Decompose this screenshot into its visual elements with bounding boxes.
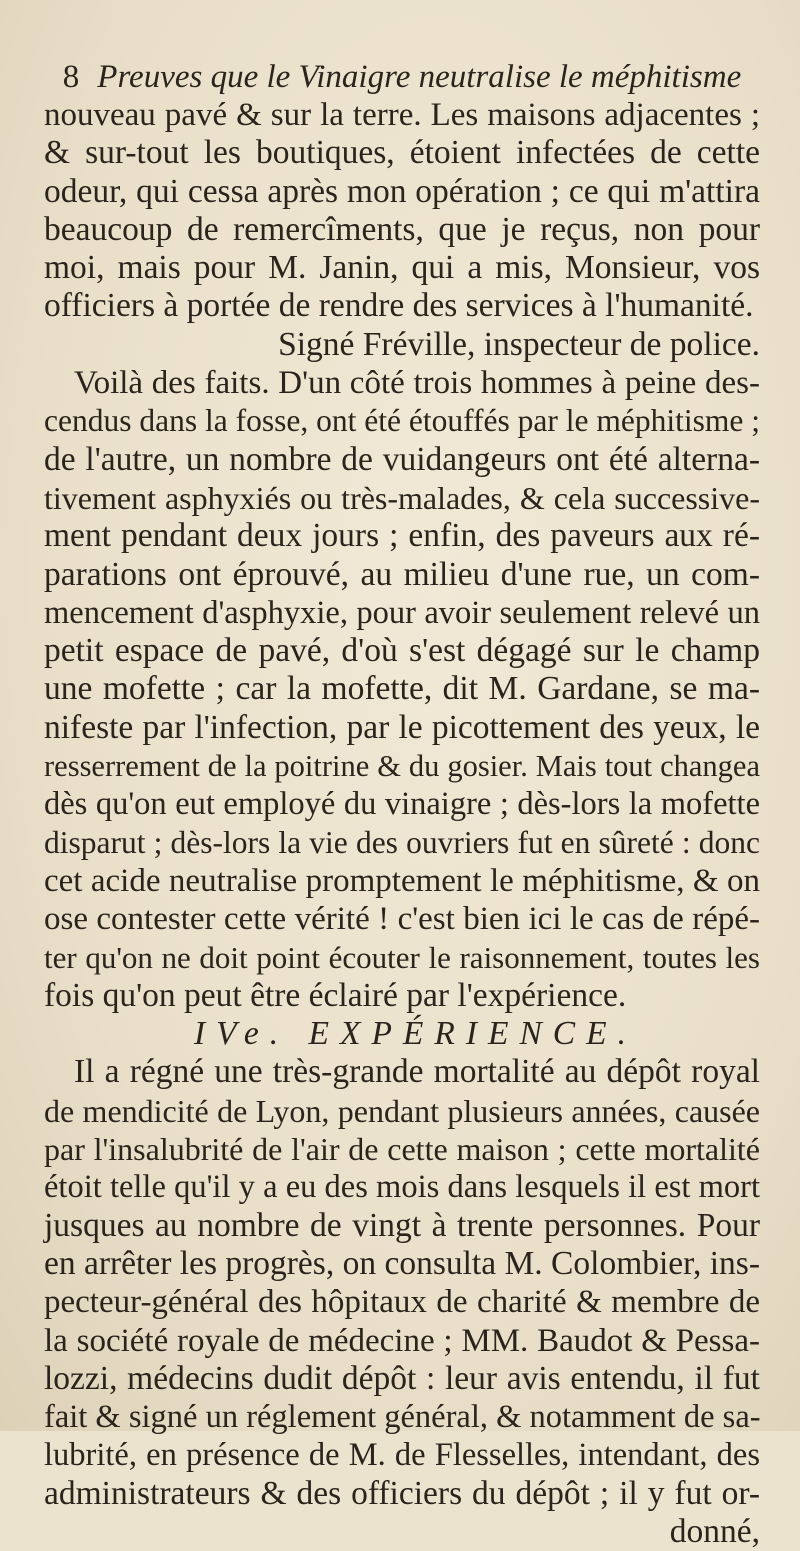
paragraph-2 bbox=[44, 364, 760, 1015]
text-line: lubrité, en présence de M. de Flesselles, intendant, des bbox=[44, 1437, 760, 1474]
text-line: fois qu'on peut être éclairé par l'expérience. bbox=[44, 976, 627, 1014]
text-line: dès qu'on eut employé du vinaigre ; dès-lors la mofette bbox=[44, 786, 760, 823]
signature-line: Signé Fréville, inspecteur de police. bbox=[278, 325, 760, 363]
paragraph-3 bbox=[44, 1053, 760, 1513]
paragraph-1 bbox=[44, 96, 760, 364]
page-number: 8 bbox=[62, 59, 80, 95]
text-line: de mendicité de Lyon, pendant plusieurs années, causée bbox=[44, 1092, 760, 1129]
text-line: petit espace de pavé, d'où s'est dégagé sur le champ bbox=[44, 632, 760, 670]
text-line: lozzi, médecins dudit dépôt : leur avis entendu, il fut bbox=[44, 1359, 760, 1397]
running-head bbox=[44, 58, 760, 96]
text-line: & sur-tout les boutiques, étoient infectées de cette bbox=[44, 134, 760, 172]
text-line: disparut ; dès-lors la vie des ouvriers fut en sûreté : donc bbox=[44, 824, 760, 860]
text-line: une mofette ; car la mofette, dit M. Gardane, se ma- bbox=[44, 670, 760, 708]
text-line: par l'insalubrité de l'air de cette maison ; cette mortalité bbox=[44, 1131, 760, 1168]
text-line: cendus dans la fosse, ont été étouffés par le méphitisme ; bbox=[44, 403, 760, 439]
text-line: moi, mais pour M. Janin, qui a mis, Monsieur, vos bbox=[44, 249, 760, 287]
text-line: nifeste par l'infection, par le picottement des yeux, le bbox=[44, 708, 760, 746]
text-line: resserrement de la poitrine & du gosier. Mais tout changea bbox=[44, 749, 760, 784]
text-line: tivement asphyxiés ou très-malades, & cela successive- bbox=[44, 479, 760, 516]
text-line: administrateurs & des officiers du dépôt ; il y fut or- bbox=[44, 1474, 760, 1512]
text-line: parations ont éprouvé, au milieu d'une rue, un com- bbox=[44, 555, 760, 593]
text-line: mencement d'asphyxie, pour avoir seulement relevé un bbox=[44, 594, 760, 631]
text-line: la société royale de médecine ; MM. Baudot & Pessa- bbox=[44, 1322, 760, 1359]
running-title: Preuves que le Vinaigre neutralise le méphitisme bbox=[97, 59, 742, 95]
text-line: cet acide neutralise promptement le méphitisme, & on bbox=[44, 862, 760, 899]
text-line: jusques au nombre de vingt à trente personnes. Pour bbox=[44, 1206, 760, 1244]
catchword: donné, bbox=[669, 1512, 760, 1550]
text-line: étoit telle qu'il y a eu des mois dans lesquels il est mort bbox=[44, 1169, 760, 1206]
text-line: odeur, qui cessa après mon opération ; ce qui m'attira bbox=[44, 172, 760, 210]
text-line: officiers à portée de rendre des services à l'humanité. bbox=[44, 287, 754, 325]
text-line: fait & signé un réglement général, & notamment de sa- bbox=[44, 1399, 761, 1436]
text-line: en arrêter les progrès, on consulta M. Colombier, ins- bbox=[44, 1244, 760, 1282]
text-line: nouveau pavé & sur la terre. Les maisons adjacentes ; bbox=[44, 97, 760, 133]
text-line: pecteur-général des hôpitaux de charité & membre de bbox=[44, 1284, 760, 1321]
text-line: ter qu'on ne doit point écouter le raisonnement, toutes les bbox=[44, 939, 760, 975]
text-line: beaucoup de remercîments, que je reçus, non pour bbox=[44, 210, 760, 248]
text-line: ose contester cette vérité ! c'est bien ici le cas de répé- bbox=[44, 901, 760, 938]
text-line: Il a régné une très-grande mortalité au dépôt royal bbox=[74, 1053, 760, 1091]
text-line: ment pendant deux jours ; enfin, des paveurs aux ré- bbox=[44, 517, 760, 555]
text-line: Voilà des faits. D'un côté trois hommes à peine des- bbox=[74, 365, 760, 402]
text-line: de l'autre, un nombre de vuidangeurs ont été alterna- bbox=[44, 440, 760, 478]
section-heading: IVe. EXPÉRIENCE. bbox=[194, 1015, 637, 1053]
